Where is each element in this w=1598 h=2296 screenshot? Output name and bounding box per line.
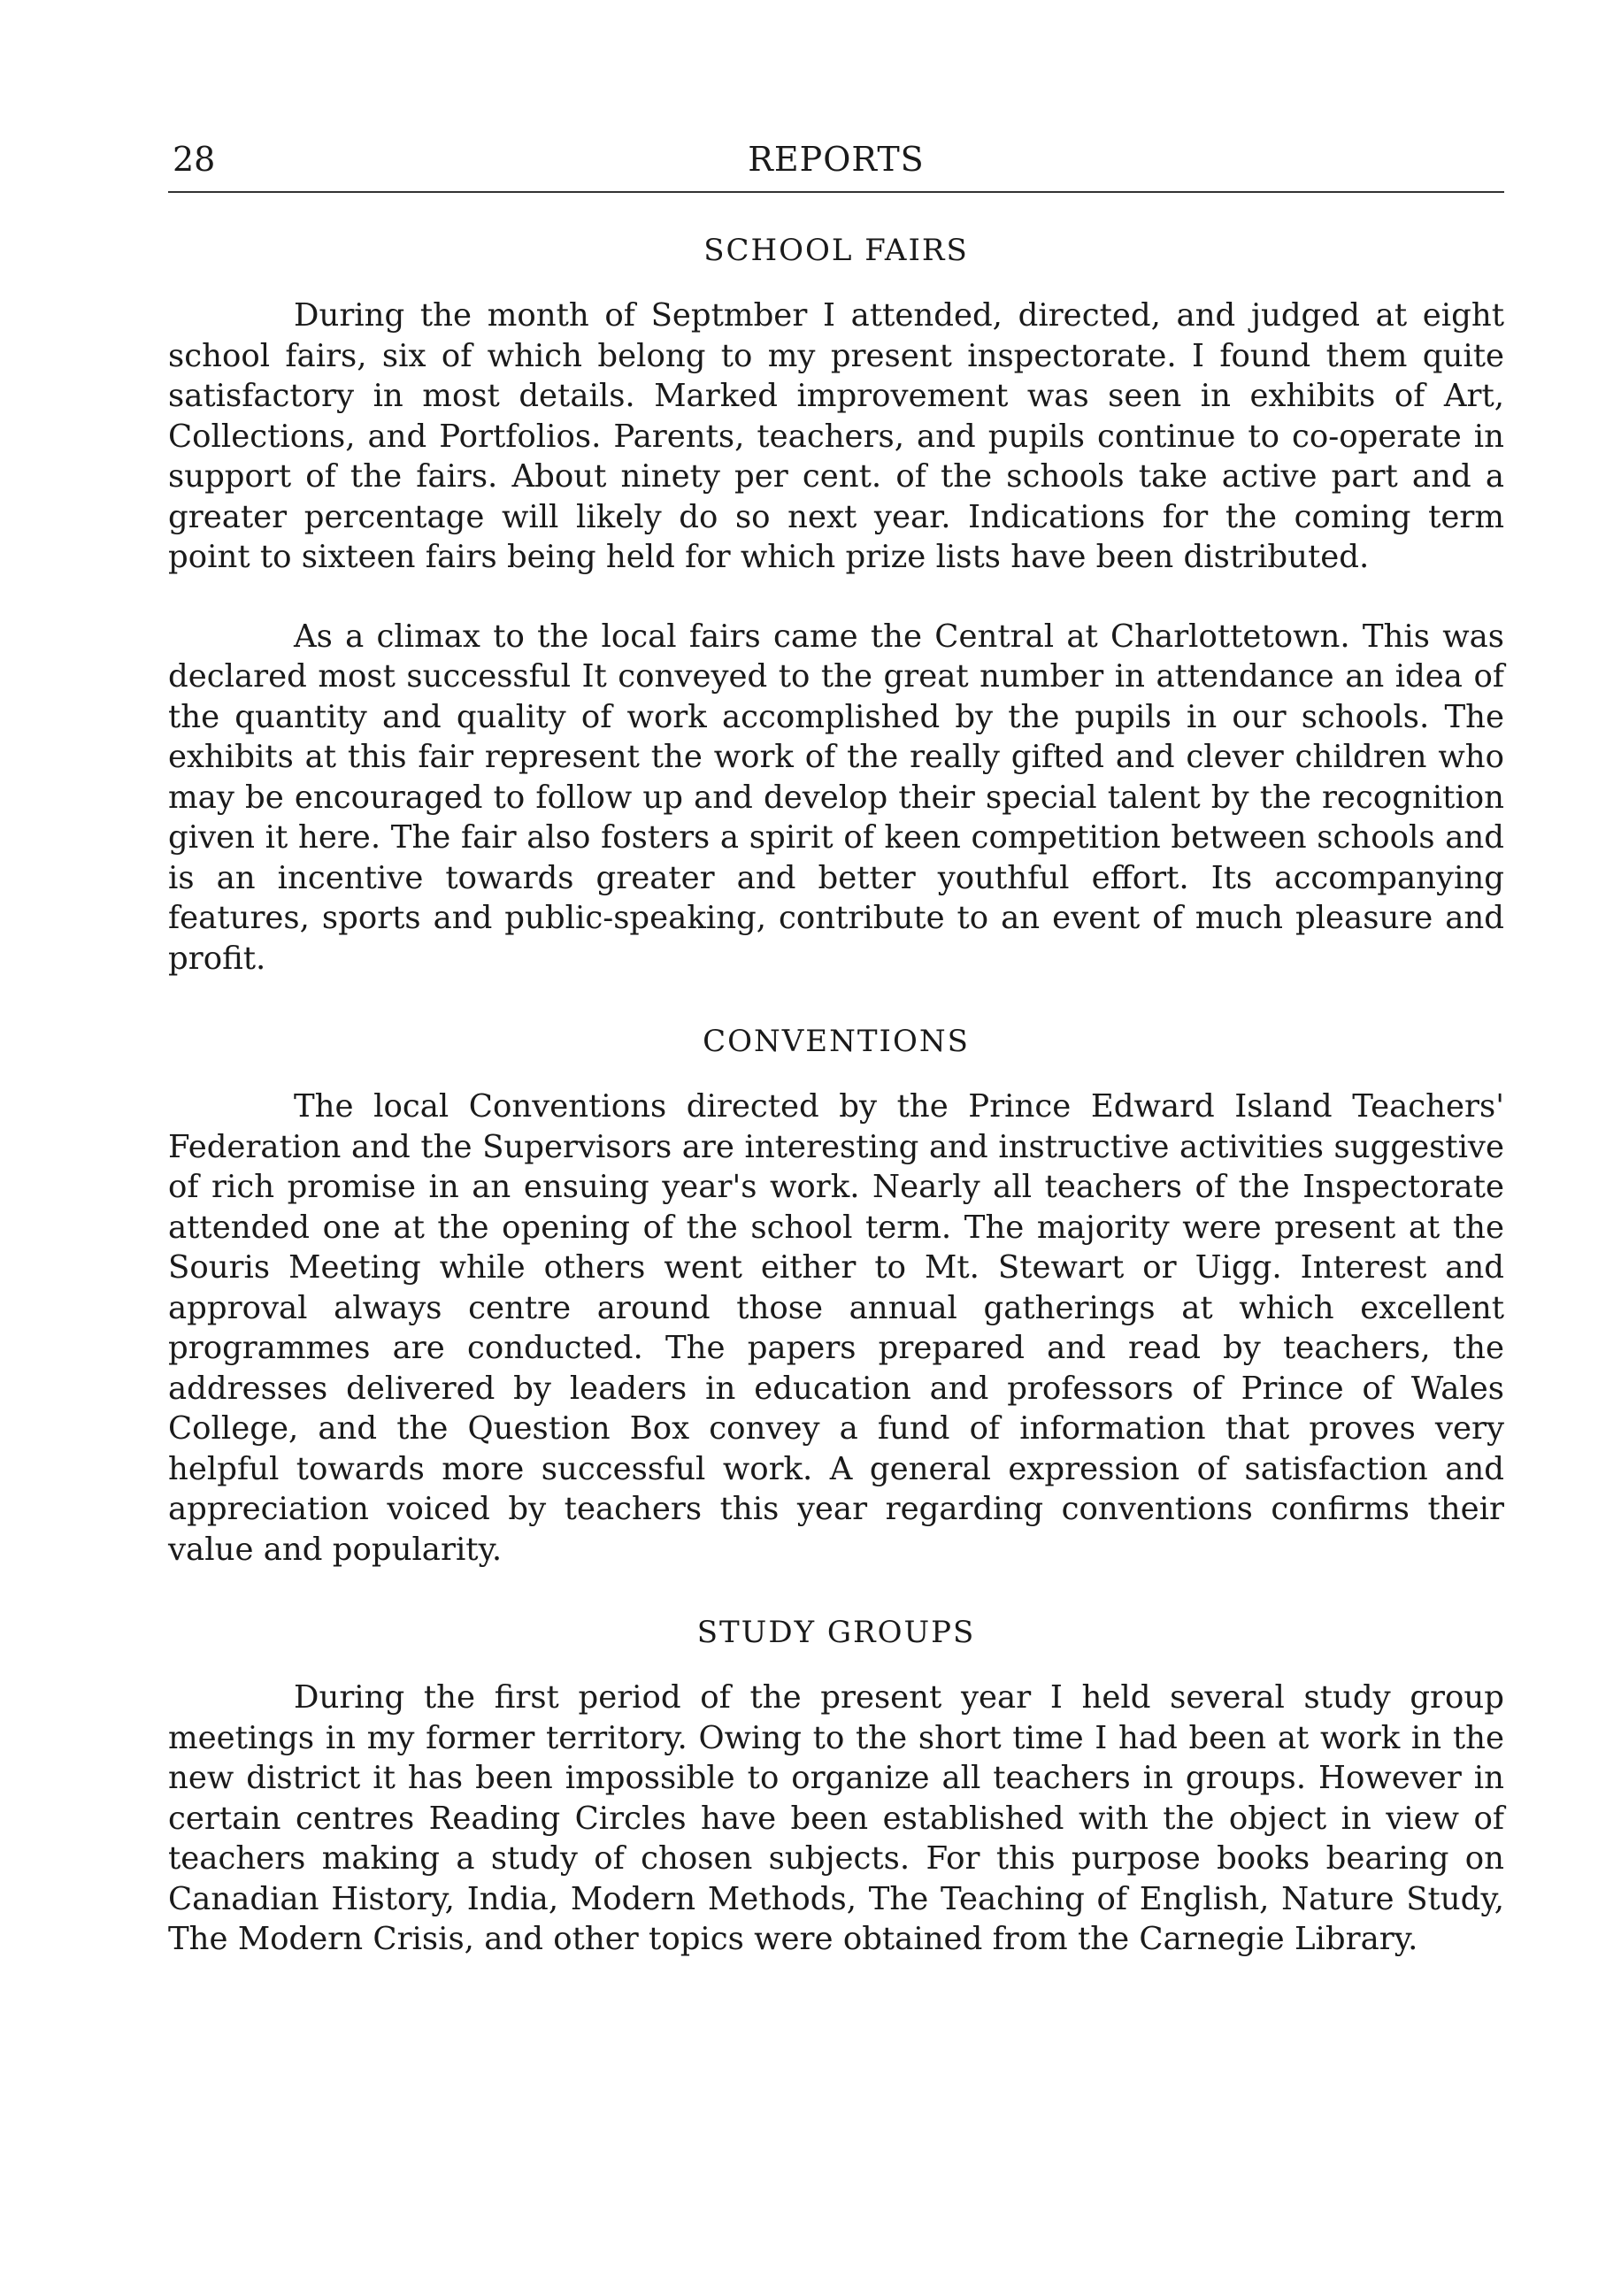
- section-heading: SCHOOL FAIRS: [703, 233, 969, 268]
- page-number: 28: [173, 140, 216, 179]
- body-paragraph: During the first period of the present year I held several study group meetings in my former territory. Owing to the short time I had been at work in the new district it has been impossible to organize all teachers in groups. However in certain centres Reading Circles have been established with the object in view of teachers making a study of chosen subjects. For this purpose books bearing on Canadian History, India, Modern Methods, The Teaching of English, Nature Study, The Modern Crisis, and other topics were obtained from the Carnegie Library.: [168, 1679, 1504, 1957]
- body-paragraph: The local Conventions directed by the Prince Edward Island Teachers' Federation and the Supervisors are interesting and instructive activities suggestive of rich promise in an ensuing year's work. Nearly all teachers of the Inspectorate attended one at the opening of the school term. The majority were present at the Souris Meeting while others went either to Mt. Stewart or Uigg. Interest and approval always centre around those annual gatherings at which excellent programmes are conducted. The papers prepared and read by teachers, the addresses delivered by leaders in education and professors of Prince of Wales College, and the Question Box convey a fund of information that proves very helpful towards more successful work. A general expression of satisfaction and appreciation voiced by teachers this year regarding conventions confirms their value and popularity.: [168, 1088, 1504, 1568]
- section-study-groups: [168, 1610, 1504, 1960]
- body-paragraph: As a climax to the local fairs came the Central at Charlottetown. This was declared most successful It conveyed to the great number in attendance an idea of the quantity and quality of work accomplished by the pupils in our schools. The exhibits at this fair represent the work of the really gifted and clever children who may be encouraged to follow up and develop their special talent by the recognition given it here. The fair also fosters a spirit of keen competition between schools and is an incentive towards greater and better youthful effort. Its accompanying features, sports and public-speaking, contribute to an event of much pleasure and profit.: [168, 618, 1504, 977]
- section-heading: CONVENTIONS: [703, 1024, 970, 1059]
- running-head: [168, 133, 1504, 186]
- section-heading: STUDY GROUPS: [696, 1615, 976, 1650]
- body-paragraph: During the month of Septmber I attended, directed, and judged at eight school fairs, six of which belong to my present inspectorate. I found them quite satisfactory in most details. Marked improvement was seen in exhibits of Art, Collections, and Portfolios. Parents, teachers, and pupils continue to co-operate in support of the fairs. About ninety per cent. of the schools take active part and a greater percentage will likely do so next year. Indications for the coming term point to sixteen fairs being held for which prize lists have been distributed.: [168, 297, 1504, 575]
- running-title: REPORTS: [748, 140, 925, 179]
- page: [168, 133, 1504, 1960]
- section-conventions: [168, 1019, 1504, 1570]
- section-school-fairs: [168, 228, 1504, 979]
